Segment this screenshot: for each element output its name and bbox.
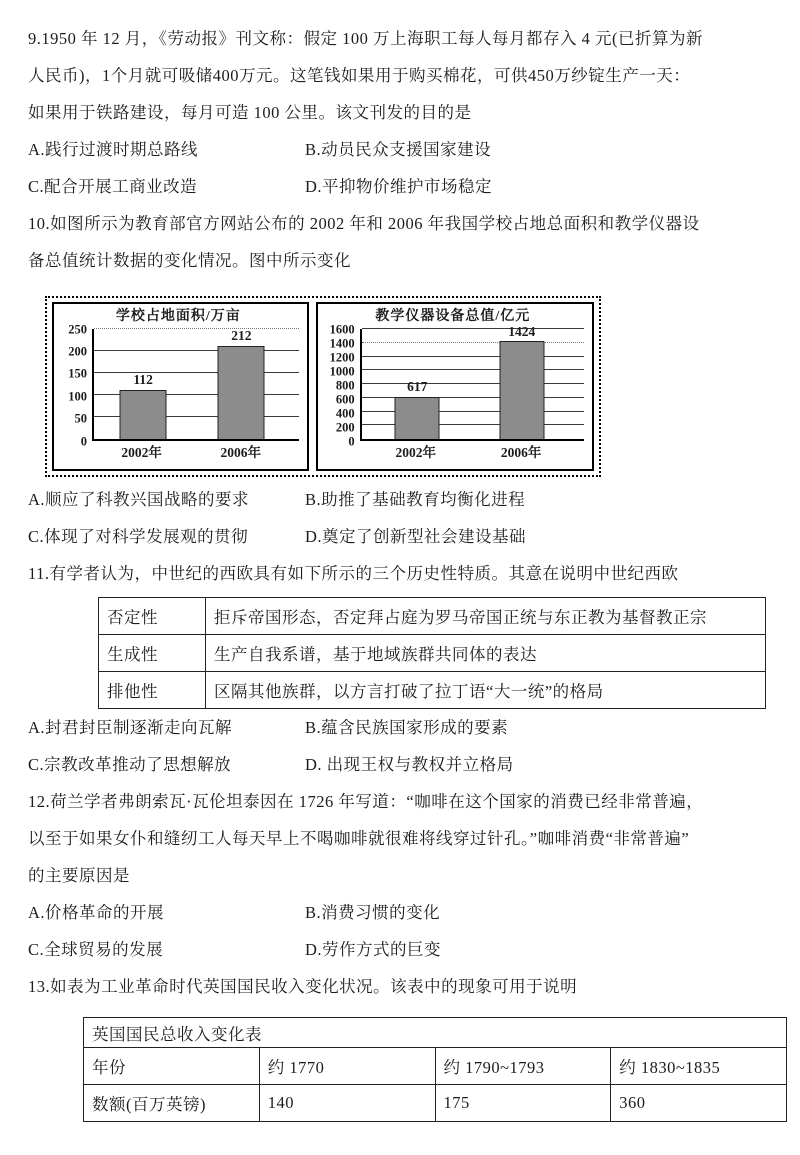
year-1830-1835: 约 1830~1835 bbox=[611, 1048, 787, 1085]
q9-stem-line1: 9.1950 年 12 月，《劳动报》刊文称：假定 100 万上海职工每人每月都存入 4 元(已折算为新 bbox=[28, 29, 703, 48]
x-axis-tick-labels bbox=[92, 441, 299, 463]
table-header-row bbox=[84, 1048, 787, 1085]
y-tick-label: 400 bbox=[335, 405, 355, 420]
amount-1790-1793: 175 bbox=[435, 1085, 611, 1122]
q12-stem-line2: 以至于如果女仆和缝纫工人每天早上不喝咖啡就很难将线穿过针孔。”咖啡消费“非常普遍” bbox=[28, 829, 690, 848]
q9-options-row2 bbox=[28, 168, 770, 205]
q13-income-table bbox=[83, 1017, 787, 1122]
table-row bbox=[99, 672, 766, 709]
q12-stem-line3: 的主要原因是 bbox=[28, 866, 130, 885]
trait-desc: 拒斥帝国形态，否定拜占庭为罗马帝国正统与东正教为基督教正宗 bbox=[206, 598, 766, 635]
q10-options-row2 bbox=[28, 518, 770, 555]
year-1790-1793: 约 1790~1793 bbox=[435, 1048, 611, 1085]
table-row bbox=[99, 598, 766, 635]
y-tick-label: 50 bbox=[74, 411, 87, 426]
q12-option-c: C.全球贸易的发展 bbox=[28, 940, 164, 959]
bar-2002年 bbox=[395, 397, 440, 439]
q11-option-b: B.蕴含民族国家形成的要素 bbox=[305, 718, 509, 737]
x-tick-label: 2006年 bbox=[220, 445, 261, 460]
chart-school-land-area bbox=[52, 302, 309, 471]
gridline bbox=[362, 383, 584, 384]
trait-term: 否定性 bbox=[99, 598, 206, 635]
chart-title: 学校占地面积/万亩 bbox=[115, 309, 241, 324]
y-tick-label: 1400 bbox=[329, 335, 355, 350]
q11-options-row2 bbox=[28, 746, 770, 783]
q9-option-b: B.动员民众支援国家建设 bbox=[305, 140, 492, 159]
y-tick-label: 150 bbox=[68, 366, 87, 381]
q10-figure bbox=[45, 296, 601, 477]
gridline bbox=[94, 372, 299, 373]
amount-1830-1835: 360 bbox=[611, 1085, 787, 1122]
q12-stem-line1: 12.荷兰学者弗朗索瓦·瓦伦坦泰因在 1726 年写道：“咖啡在这个国家的消费已经非常普遍， bbox=[28, 792, 704, 811]
q13-stem: 13.如表为工业革命时代英国国民收入变化状况。该表中的现象可用于说明 bbox=[28, 977, 578, 996]
q10-option-d: D.奠定了创新型社会建设基础 bbox=[305, 527, 527, 546]
y-tick-label: 200 bbox=[335, 419, 355, 434]
y-tick-label: 800 bbox=[335, 377, 355, 392]
bar-2006年 bbox=[218, 346, 265, 439]
y-tick-label: 600 bbox=[335, 391, 355, 406]
q10-option-b: B.助推了基础教育均衡化进程 bbox=[305, 490, 526, 509]
y-tick-label: 100 bbox=[68, 388, 87, 403]
y-axis-tick-labels bbox=[58, 321, 92, 448]
q12-options-row1 bbox=[28, 894, 770, 931]
table-row bbox=[99, 635, 766, 672]
q12-option-a: A.价格革命的开展 bbox=[28, 903, 165, 922]
x-tick-label: 2002年 bbox=[121, 445, 162, 460]
q11-stem: 11.有学者认为，中世纪的西欧具有如下所示的三个历史性特质。其意在说明中世纪西欧 bbox=[28, 564, 679, 583]
bar-value-label: 617 bbox=[407, 379, 428, 395]
q11-option-a: A.封君封臣制逐渐走向瓦解 bbox=[28, 718, 233, 737]
gridline bbox=[94, 350, 299, 351]
gridline bbox=[94, 328, 299, 329]
q9-option-a: A.践行过渡时期总路线 bbox=[28, 140, 199, 159]
q12-options-row2 bbox=[28, 931, 770, 968]
plot-area bbox=[92, 329, 299, 441]
chart-title: 教学仪器设备总值/亿元 bbox=[375, 309, 531, 324]
q9-option-c: C.配合开展工商业改造 bbox=[28, 177, 198, 196]
trait-desc: 区隔其他族群，以方言打破了拉丁语“大一统”的格局 bbox=[206, 672, 766, 709]
q9-option-d: D.平抑物价维护市场稳定 bbox=[305, 177, 493, 196]
bar-2006年 bbox=[499, 341, 544, 439]
bar-value-label: 212 bbox=[231, 328, 252, 344]
x-tick-label: 2002年 bbox=[395, 445, 436, 460]
bar-value-label: 1424 bbox=[508, 323, 536, 339]
y-tick-label: 0 bbox=[348, 433, 355, 448]
bar-2002年 bbox=[120, 390, 167, 439]
y-tick-label: 0 bbox=[80, 433, 87, 448]
table-title-row bbox=[84, 1018, 787, 1048]
table-data-row bbox=[84, 1085, 787, 1122]
year-1770: 约 1770 bbox=[259, 1048, 435, 1085]
q10-option-a: A.顺应了科教兴国战略的要求 bbox=[28, 490, 250, 509]
q9-stem-line2: 人民币)，1个月就可吸储400万元。这笔钱如果用于购买棉花，可供450万纱锭生产一天： bbox=[28, 66, 691, 85]
chart-body bbox=[58, 321, 299, 448]
q12-option-b: B.消费习惯的变化 bbox=[305, 903, 441, 922]
chart-body bbox=[322, 321, 584, 448]
x-tick-label: 2006年 bbox=[500, 445, 542, 460]
gridline bbox=[362, 356, 584, 357]
gridline bbox=[362, 328, 584, 329]
trait-term: 生成性 bbox=[99, 635, 206, 672]
y-tick-label: 1200 bbox=[329, 349, 355, 364]
year-header: 年份 bbox=[84, 1048, 260, 1085]
table-title: 英国国民总收入变化表 bbox=[84, 1018, 787, 1048]
x-axis-tick-labels bbox=[360, 441, 584, 463]
q12-option-d: D.劳作方式的巨变 bbox=[305, 940, 442, 959]
y-tick-label: 1600 bbox=[329, 321, 355, 336]
amount-label: 数额(百万英镑) bbox=[84, 1085, 260, 1122]
y-axis-tick-labels bbox=[322, 321, 360, 448]
q11-option-d: D. 出现王权与教权并立格局 bbox=[305, 755, 514, 774]
q11-options-row1 bbox=[28, 709, 770, 746]
chart-equipment-total-value bbox=[316, 302, 594, 471]
gridline bbox=[362, 369, 584, 370]
y-tick-label: 1000 bbox=[329, 363, 355, 378]
q9-options-row1 bbox=[28, 131, 770, 168]
q11-option-c: C.宗教改革推动了思想解放 bbox=[28, 755, 232, 774]
plot-area bbox=[360, 323, 584, 441]
q10-stem-line1: 10.如图所示为教育部官方网站公布的 2002 年和 2006 年我国学校占地总面积和教学仪器设 bbox=[28, 214, 700, 233]
gridline bbox=[362, 342, 584, 343]
bar-value-label: 112 bbox=[133, 372, 153, 388]
y-tick-label: 250 bbox=[68, 321, 87, 336]
amount-1770: 140 bbox=[259, 1085, 435, 1122]
q9-stem-line3: 如果用于铁路建设，每月可造 100 公里。该文刊发的目的是 bbox=[28, 103, 472, 122]
y-tick-label: 200 bbox=[68, 344, 87, 359]
q10-stem-line2: 备总值统计数据的变化情况。图中所示变化 bbox=[28, 251, 351, 270]
q10-options-row1 bbox=[28, 481, 770, 518]
trait-desc: 生产自我系谱，基于地域族群共同体的表达 bbox=[206, 635, 766, 672]
q10-option-c: C.体现了对科学发展观的贯彻 bbox=[28, 527, 249, 546]
trait-term: 排他性 bbox=[99, 672, 206, 709]
q11-traits-table bbox=[98, 597, 766, 709]
